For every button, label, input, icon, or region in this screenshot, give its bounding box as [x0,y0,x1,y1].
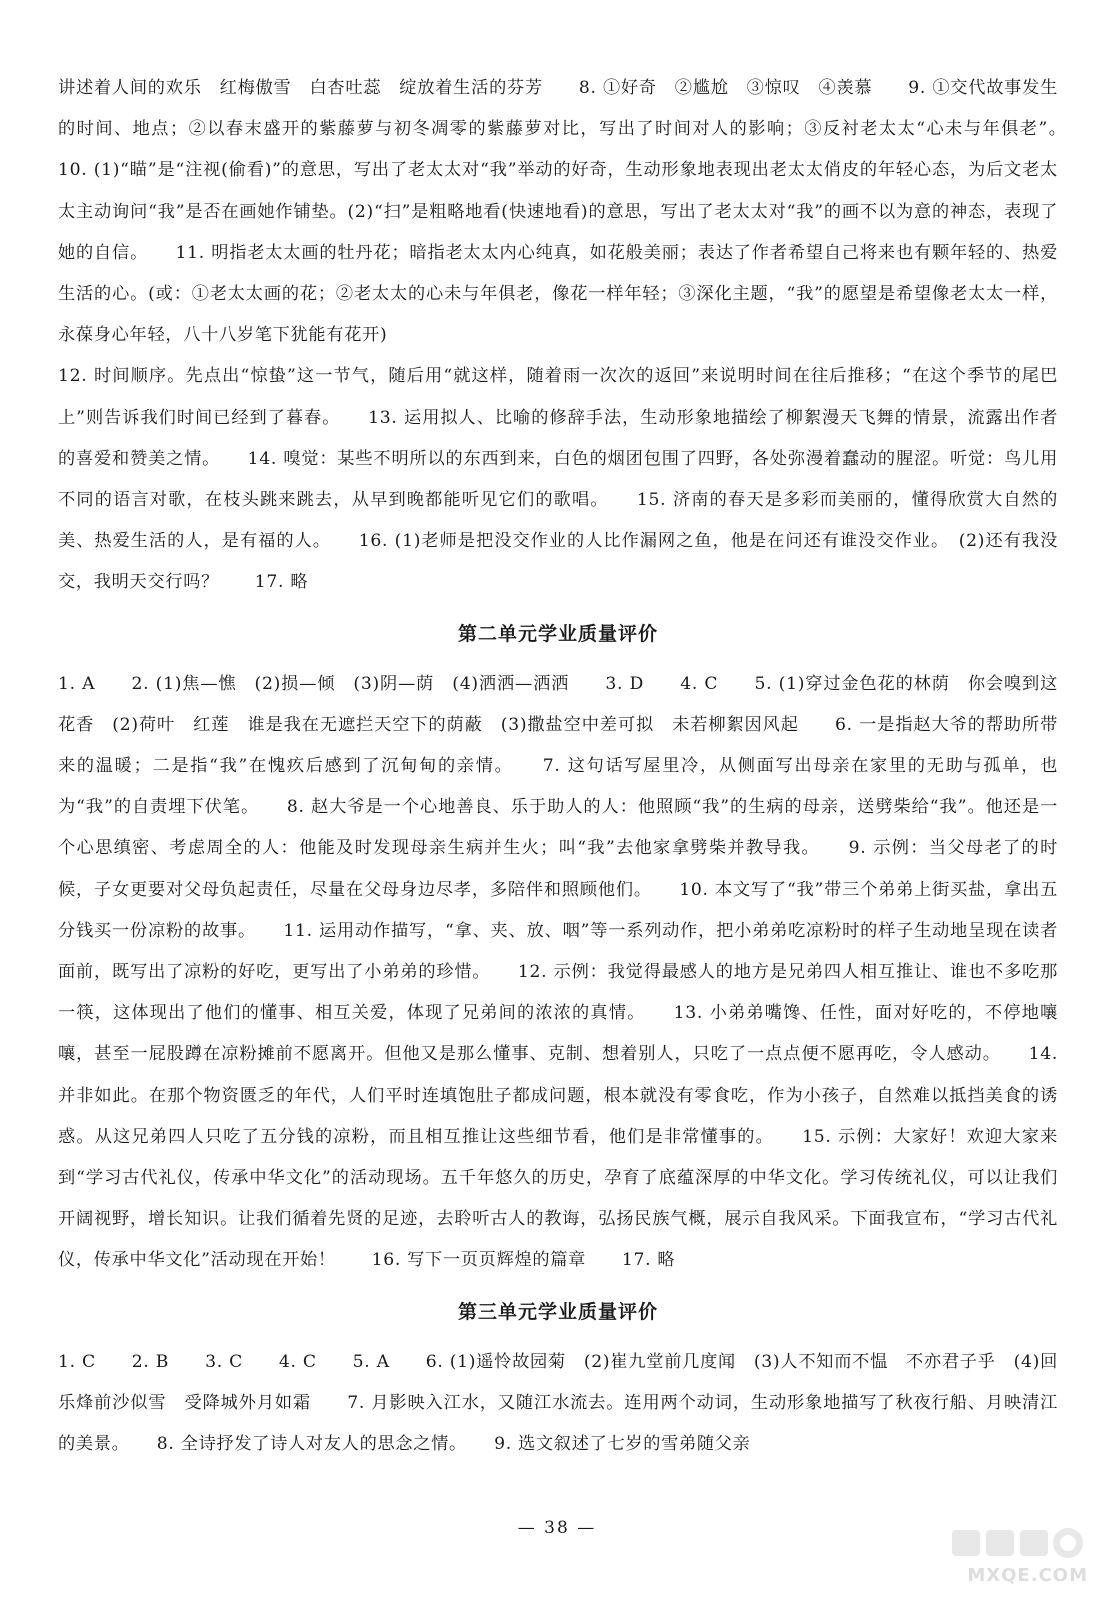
unit2-answers: 1. A 2. (1)焦—憔 (2)损—倾 (3)阴—荫 (4)洒洒—洒洒 3. D 4. C 5. (1)穿过金色花的林荫 你会嗅到这花香 (2)荷叶 红莲 谁是我在无遮拦天空下的荫蔽 (3)撒盐空中差可拟 未若柳絮因风起 6. 一是指赵大爷的帮助所带来的温暖；二是指“我”在愧疚后感到了沉甸甸的亲情。 7. 这句话写屋里冷，从侧面写出母亲在家里的无助与孤单，也为“我”的自责埋下伏笔。 8. 赵大爷是一个心地善良、乐于助人的人：他照顾“我”的生病的母亲，送劈柴给“我”。他还是一个心思缜密、考虑周全的人：他能及时发现母亲生病并生火；叫“我”去他家拿劈柴并教导我。 9. 示例：当父母老了的时候，子女更要对父母负起责任，尽量在父母身边尽孝，多陪伴和照顾他们。 10. 本文写了“我”带三个弟弟上街买盐，拿出五分钱买一份凉粉的故事。 11. 运用动作描写，“拿、夹、放、咽”等一系列动作，把小弟弟吃凉粉时的样子生动地呈现在读者面前，既写出了凉粉的好吃，更写出了小弟弟的珍惜。 12. 示例：我觉得最感人的地方是兄弟四人相互推让、谁也不多吃那一筷，这体现出了他们的懂事、相互关爱，体现了兄弟间的浓浓的真情。 13. 小弟弟嘴馋、任性，面对好吃的，不停地嚷嚷，甚至一屁股蹲在凉粉摊前不愿离开。但他又是那么懂事、克制、想着别人，只吃了一点点便不愿再吃，令人感动。 14. 并非如此。在那个物资匮乏的年代，人们平时连填饱肚子都成问题，根本就没有零食吃，作为小孩子，自然难以抵挡美食的诱惑。从这兄弟四人只吃了五分钱的凉粉，而且相互推让这些细节看，他们是非常懂事的。 15. 示例：大家好！欢迎大家来到“学习古代礼仪，传承中华文化”的活动现场。五千年悠久的历史，孕育了底蕴深厚的中华文化。学习传统礼仪，可以让我们开阔视野，增长知识。让我们循着先贤的足迹，去聆听古人的教诲，弘扬民族气概，展示自我风采。下面我宣布，“学习古代礼仪，传承中华文化”活动现在开始！ 16. 写下一页页辉煌的篇章 17. 略 [58,673,1058,1271]
watermark-logo-icon [950,1526,1090,1560]
watermark-url: MXQE.COM [967,1565,1088,1586]
page-number: — 38 — [517,1518,597,1538]
unit3-answers: 1. C 2. B 3. C 4. C 5. A 6. (1)遥怜故园菊 (2)崔九堂前几度闻 (3)人不知而不愠 不亦君子乎 (4)回乐烽前沙似雪 受降城外月如霜 7. 月影映入江水，又随江水流去。连用两个动词，生动形象地描写了秋夜行船、月映清江的美景。 8. 全诗抒发了诗人对友人的思念之情。 9. 选文叙述了七岁的雪弟随父亲 [58,1351,1058,1455]
unit1-answers-part2: 12. 时间顺序。先点出“惊蛰”这一节气，随后用“就这样，随着雨一次次的返回”来说明时间在往后推移；“在这个季节的尾巴上”则告诉我们时间已经到了暮春。 13. 运用拟人、比喻的修辞手法，生动形象地描绘了柳絮漫天飞舞的情景，流露出作者的喜爱和赞美之情。 14. 嗅觉：某些不明所以的东西到来，白色的烟团包围了四野，各处弥漫着蠢动的腥涩。听觉：鸟儿用不同的语言对歌，在枝头跳来跳去，从早到晚都能听见它们的歌唱。 15. 济南的春天是多彩而美丽的，懂得欣赏大自然的美、热爱生活的人，是有福的人。 16. (1)老师是把没交作业的人比作漏网之鱼，他是在问还有谁没交作业。 (2)还有我没交，我明天交行吗？ 17. 略 [58,366,1058,593]
unit1-answers-part1: 讲述着人间的欢乐 红梅傲雪 白杏吐蕊 绽放着生活的芬芳 8. ①好奇 ②尴尬 ③惊叹 ④羡慕 9. ①交代故事发生的时间、地点；②以春末盛开的紫藤萝与初冬凋零的紫藤萝对比，写出了时间对人的影响；③反衬老太太“心未与年俱老”。 10. (1)“瞄”是“注视(偷看)”的意思，写出了老太太对“我”举动的好奇，生动形象地表现出老太太俏皮的年轻心态，为后文老太太主动询问“我”是否在画她作铺垫。(2)“扫”是粗略地看(快速地看)的意思，写出了老太太对“我”的画不以为意的神态，表现了她的自信。 11. 明指老太太画的牡丹花；暗指老太太内心纯真，如花般美丽；表达了作者希望自己将来也有颗年轻的、热爱生活的心。(或：①老太太画的花；②老太太的心未与年俱老，像花一样年轻；③深化主题，“我”的愿望是希望像老太太一样，永葆身心年轻，八十八岁笔下犹能有花开) [58,78,1094,346]
watermark [938,1526,1098,1586]
section-title-unit2: 第二单元学业质量评价 [457,622,658,645]
section-title-unit3: 第三单元学业质量评价 [457,1300,658,1323]
answer-content [58,68,1094,1465]
